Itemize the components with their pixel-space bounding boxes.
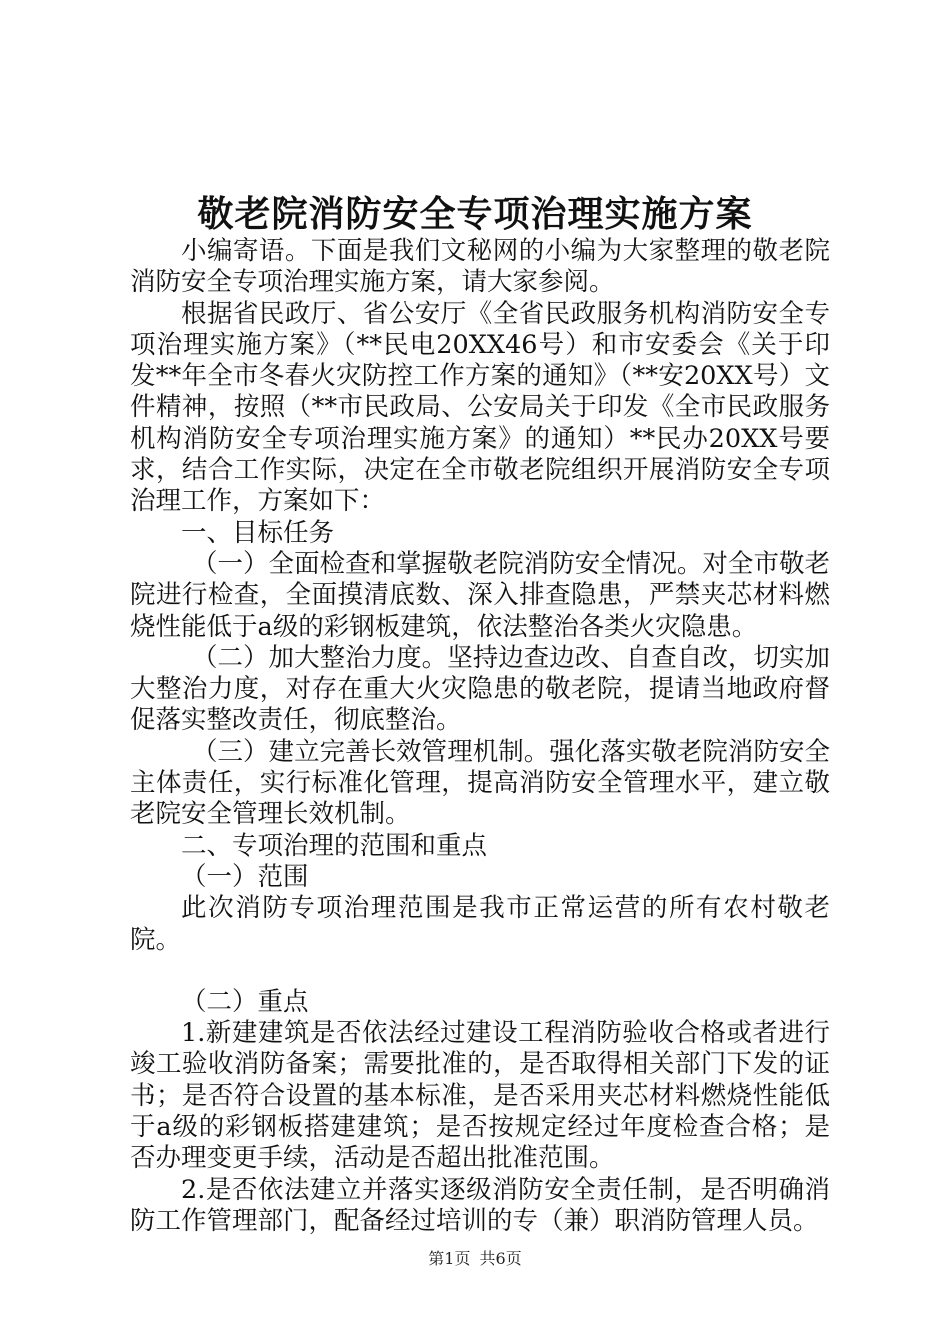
paragraph-goal-2: （二）加大整治力度。坚持边查边改、自查自改，切实加大整治力度，对存在重大火灾隐患的敬老院，提请当地政府督促落实整改责任，彻底整治。 xyxy=(130,642,830,736)
section-heading-goals: 一、目标任务 xyxy=(181,517,335,548)
subheading-scope: （一）范围 xyxy=(181,861,309,892)
paragraph-intro: 小编寄语。下面是我们文秘网的小编为大家整理的敬老院消防安全专项治理实施方案，请大家参阅。 xyxy=(130,236,830,298)
paragraph-scope: 此次消防专项治理范围是我市正常运营的所有农村敬老院。 xyxy=(130,893,830,955)
paragraph-basis: 根据省民政厅、省公安厅《全省民政服务机构消防安全专项治理实施方案》（**民电20XX46号）和市安委会《关于印发**年全市冬春火灾防控工作方案的通知》（**安20XX号）文件精神，按照（**市民政局、公安局关于印发《全市民政服务机构消防安全专项治理实施方案》的通知）**民办20XX号要求，结合工作实际，决定在全市敬老院组织开展消防安全专项治理工作，方案如下： xyxy=(130,298,830,517)
paragraph-focus-1: 1.新建建筑是否依法经过建设工程消防验收合格或者进行竣工验收消防备案；需要批准的，是否取得相关部门下发的证书；是否符合设置的基本标准，是否采用夹芯材料燃烧性能低于a级的彩钢板搭建建筑；是否按规定经过年度检查合格；是否办理变更手续，活动是否超出批准范围。 xyxy=(130,1018,830,1174)
document-title: 敬老院消防安全专项治理实施方案 xyxy=(197,194,753,235)
subheading-focus: （二）重点 xyxy=(181,986,309,1017)
spacer xyxy=(130,956,830,987)
page-footer xyxy=(0,1246,950,1269)
document-body xyxy=(130,236,830,1237)
paragraph-focus-2: 2.是否依法建立并落实逐级消防安全责任制，是否明确消防工作管理部门，配备经过培训的专（兼）职消防管理人员。 xyxy=(130,1174,830,1236)
paragraph-goal-3: （三）建立完善长效管理机制。强化落实敬老院消防安全主体责任，实行标准化管理，提高消防安全管理水平，建立敬老院安全管理长效机制。 xyxy=(130,736,830,830)
page-total: 共6页 xyxy=(479,1249,522,1268)
paragraph-goal-1: （一）全面检查和掌握敬老院消防安全情况。对全市敬老院进行检查，全面摸清底数、深入排查隐患，严禁夹芯材料燃烧性能低于a级的彩钢板建筑，依法整治各类火灾隐患。 xyxy=(130,548,830,642)
page-number: 第1页 xyxy=(428,1249,471,1268)
section-heading-scope: 二、专项治理的范围和重点 xyxy=(181,830,488,861)
